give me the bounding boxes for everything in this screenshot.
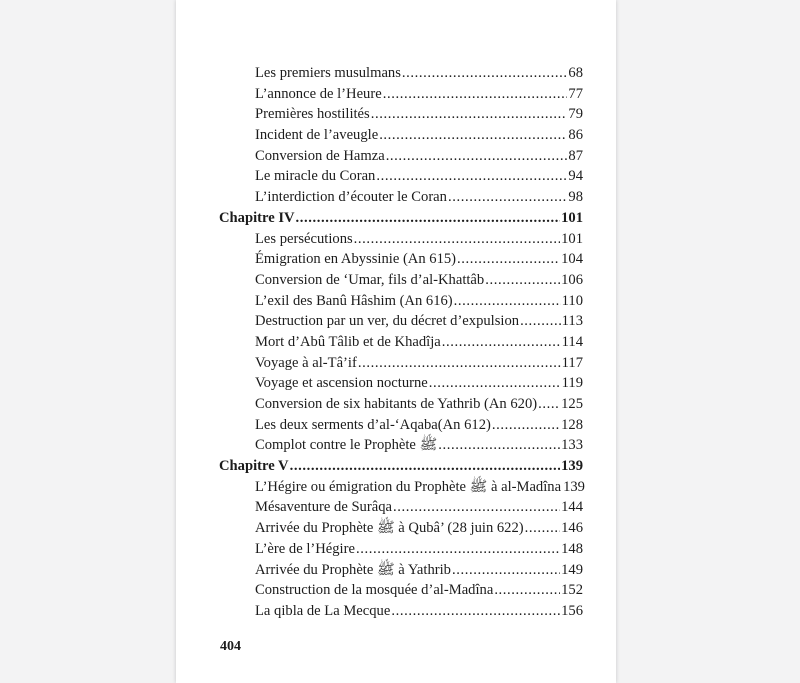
toc-page-number: 98 (568, 189, 583, 206)
toc-entry-title: Premières hostilités (255, 106, 370, 123)
toc-entry-title: Voyage et ascension nocturne (255, 375, 428, 392)
toc-entry-row (219, 560, 583, 581)
dot-leader (391, 601, 560, 622)
toc-chapter-row (219, 456, 583, 477)
toc-entry-row (219, 84, 583, 105)
toc-page-number: 139 (563, 478, 585, 495)
dot-leader (520, 311, 561, 332)
toc-entry-row (219, 477, 583, 498)
dot-leader (379, 125, 567, 146)
toc-page-number: 148 (561, 540, 583, 557)
toc-entry-title: Destruction par un ver, du décret d’expulsion (255, 313, 520, 330)
toc-entry-row (219, 497, 583, 518)
toc-page-number: 128 (561, 416, 583, 433)
dot-leader (376, 166, 567, 187)
dot-leader (452, 560, 560, 581)
toc-entry-title: Mésaventure de Surâqa (255, 499, 392, 516)
toc-entry-row (219, 146, 583, 167)
toc-entry-row (219, 373, 583, 394)
toc-entry-row (219, 353, 583, 374)
toc-entry-title: Arrivée du Prophète ﷺ à Qubâ’ (28 juin 622) (255, 520, 524, 537)
toc-page-number: 146 (561, 520, 583, 537)
dot-leader (438, 435, 560, 456)
toc-entry-row (219, 104, 583, 125)
toc-page-number: 144 (561, 499, 583, 516)
toc-page-number: 156 (561, 602, 583, 619)
dot-leader (429, 373, 561, 394)
dot-leader (448, 187, 567, 208)
dot-leader (402, 63, 567, 84)
dot-leader (485, 270, 560, 291)
toc-chapter-row (219, 208, 583, 229)
toc-entry-row (219, 601, 583, 622)
dot-leader (371, 104, 568, 125)
toc-page-number: 104 (561, 251, 583, 268)
toc-page-number: 79 (568, 106, 583, 123)
toc-entry-title: Conversion de six habitants de Yathrib (An 620) (255, 396, 538, 412)
toc-entry-title: L’annonce de l’Heure (255, 85, 382, 102)
dot-leader (525, 518, 560, 539)
dot-leader (442, 332, 561, 353)
toc-entry-row (219, 63, 583, 84)
toc-page-number: 139 (561, 458, 583, 475)
dot-leader (492, 415, 560, 436)
toc-entry-title: Mort d’Abû Tâlib et de Khadîja (255, 333, 441, 350)
dot-leader (358, 353, 561, 374)
toc-entry-title: Chapitre IV (219, 209, 295, 226)
toc-page-number: 94 (568, 168, 583, 185)
toc-entry-title: L’Hégire ou émigration du Prophète ﷺ à al-Madîna (255, 478, 562, 495)
toc-entry-title: Conversion de ‘Umar, fils d’al-Khattâb (255, 271, 485, 288)
page-number: 404 (220, 639, 241, 654)
toc-page-number: 77 (568, 85, 583, 102)
toc-entry-title: Construction de la mosquée d’al-Madîna (255, 582, 494, 599)
toc-page-number: 125 (561, 396, 583, 412)
toc-entry-title: L’interdiction d’écouter le Coran (255, 189, 447, 206)
table-of-contents (219, 63, 583, 622)
toc-page-number: 110 (561, 292, 583, 309)
dot-leader (383, 84, 568, 105)
toc-page-number: 113 (561, 313, 583, 330)
dot-leader (393, 497, 560, 518)
toc-entry-row (219, 539, 583, 560)
toc-entry-title: Les premiers musulmans (255, 65, 401, 81)
toc-entry-row (219, 249, 583, 270)
dot-leader (386, 146, 568, 167)
toc-entry-row (219, 580, 583, 601)
toc-page-number: 101 (561, 209, 583, 226)
toc-entry-row (219, 291, 583, 312)
toc-entry-title: Arrivée du Prophète ﷺ à Yathrib (255, 561, 451, 578)
toc-page-number: 68 (568, 65, 583, 81)
toc-page-number: 114 (561, 333, 583, 350)
toc-page-number: 117 (561, 354, 583, 371)
toc-entry-row (219, 332, 583, 353)
dot-leader (494, 580, 560, 601)
toc-entry-title: Chapitre V (219, 458, 289, 475)
toc-page-number: 119 (561, 375, 583, 392)
toc-entry-title: Émigration en Abyssinie (An 615) (255, 251, 457, 268)
toc-entry-row (219, 415, 583, 436)
dot-leader (354, 229, 560, 250)
toc-entry-title: Le miracle du Coran (255, 168, 376, 185)
toc-page-number: 101 (561, 230, 583, 247)
toc-entry-title: Les deux serments d’al-‘Aqaba(An 612) (255, 416, 491, 433)
toc-entry-title: L’ère de l’Hégire (255, 540, 355, 557)
toc-entry-row (219, 187, 583, 208)
toc-page-number: 106 (561, 271, 583, 288)
toc-entry-row (219, 229, 583, 250)
toc-page-number: 149 (561, 561, 583, 578)
toc-entry-title: Conversion de Hamza (255, 147, 385, 164)
toc-page-number: 152 (561, 582, 583, 599)
toc-entry-title: Incident de l’aveugle (255, 127, 379, 144)
toc-entry-row (219, 435, 583, 456)
toc-entry-row (219, 518, 583, 539)
toc-entry-row (219, 270, 583, 291)
toc-entry-title: Les persécutions (255, 230, 353, 247)
dot-leader (454, 291, 561, 312)
dot-leader (290, 456, 561, 477)
dot-leader (356, 539, 560, 560)
toc-entry-row (219, 125, 583, 146)
dot-leader (538, 394, 560, 415)
toc-page-number: 86 (568, 127, 583, 144)
toc-page-number: 87 (568, 147, 583, 164)
toc-entry-title: Complot contre le Prophète ﷺ (255, 437, 438, 454)
toc-entry-title: Voyage à al-Tâ’if (255, 354, 357, 371)
toc-entry-row (219, 394, 583, 415)
dot-leader (457, 249, 560, 270)
toc-entry-row (219, 166, 583, 187)
toc-entry-title: L’exil des Banû Hâshim (An 616) (255, 292, 453, 309)
toc-entry-title: La qibla de La Mecque (255, 602, 391, 619)
toc-page-number: 133 (561, 437, 583, 454)
toc-entry-row (219, 311, 583, 332)
dot-leader (296, 208, 561, 229)
